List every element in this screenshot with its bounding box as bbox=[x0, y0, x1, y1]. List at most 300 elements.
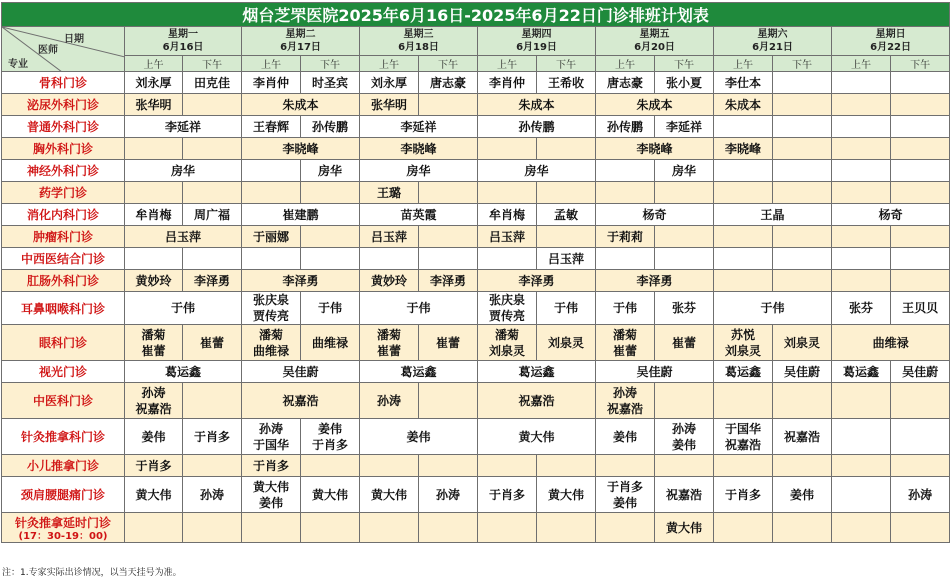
doctor-cell bbox=[773, 138, 832, 160]
morning-label: 上午 bbox=[832, 56, 891, 72]
department-name bbox=[2, 270, 125, 292]
doctor-cell bbox=[714, 383, 773, 419]
doctor-cell: 王贝贝 bbox=[891, 292, 950, 325]
doctor-cell bbox=[832, 138, 891, 160]
doctor-cell bbox=[832, 419, 891, 455]
corner-date-label: 日期 bbox=[64, 34, 84, 45]
doctor-cell: 刘泉灵 bbox=[537, 325, 596, 361]
doctor-cell: 于肖多 bbox=[714, 477, 773, 513]
weekday-label: 星期一 bbox=[168, 29, 198, 40]
department-name bbox=[2, 292, 125, 325]
doctor-cell bbox=[655, 383, 714, 419]
department-label: 耳鼻咽喉科门诊 bbox=[20, 301, 105, 316]
doctor-cell: 牟肖梅 bbox=[478, 204, 537, 226]
department-label: 肿瘤科门诊 bbox=[32, 230, 93, 244]
doctor-cell bbox=[773, 455, 832, 477]
doctor-cell bbox=[891, 138, 950, 160]
schedule-row bbox=[2, 138, 950, 160]
doctor-cell: 孙传鹏 bbox=[478, 116, 596, 138]
doctor-name: 于国华 bbox=[252, 437, 289, 452]
schedule-row bbox=[2, 513, 950, 543]
doctor-cell: 房华 bbox=[360, 160, 478, 182]
doctor-cell bbox=[183, 248, 242, 270]
doctor-cell bbox=[419, 513, 478, 543]
doctor-cell bbox=[360, 248, 419, 270]
doctor-cell bbox=[832, 513, 891, 543]
doctor-cell bbox=[832, 455, 891, 477]
doctor-cell bbox=[125, 138, 183, 160]
date-label: 6月17日 bbox=[280, 42, 321, 53]
doctor-cell: 张芬 bbox=[832, 292, 891, 325]
doctor-cell: 李晓峰 bbox=[360, 138, 478, 160]
doctor-cell bbox=[125, 182, 183, 204]
department-name bbox=[2, 116, 125, 138]
corner-doctor-label: 医师 bbox=[38, 45, 58, 56]
doctor-name: 贾传亮 bbox=[252, 309, 289, 323]
day-header bbox=[360, 27, 478, 56]
doctor-cell: 于肖多 bbox=[183, 419, 242, 455]
doctor-name: 姜伟 bbox=[671, 437, 696, 452]
doctor-cell bbox=[537, 513, 596, 543]
department-label: 骨科门诊 bbox=[38, 76, 87, 90]
schedule-row bbox=[2, 325, 950, 361]
doctor-cell bbox=[832, 116, 891, 138]
weekday-label: 星期六 bbox=[757, 29, 788, 40]
doctor-cell: 葛运鑫 bbox=[360, 361, 478, 383]
doctor-cell bbox=[655, 248, 714, 270]
doctor-cell: 刘永厚 bbox=[360, 72, 419, 94]
doctor-cell bbox=[832, 477, 891, 513]
doctor-name: 姜伟 bbox=[258, 495, 283, 510]
morning-label: 上午 bbox=[360, 56, 419, 72]
doctor-cell: 曲维禄 bbox=[301, 325, 360, 361]
doctor-cell: 王璐 bbox=[360, 182, 419, 204]
schedule-row bbox=[2, 94, 950, 116]
doctor-cell: 黄大伟 bbox=[478, 419, 596, 455]
doctor-cell bbox=[773, 94, 832, 116]
doctor-cell bbox=[242, 325, 301, 361]
doctor-cell: 黄妙玲 bbox=[360, 270, 419, 292]
doctor-cell: 李延祥 bbox=[655, 116, 714, 138]
doctor-cell bbox=[891, 513, 950, 543]
department-label: 颈肩腰腿痛门诊 bbox=[20, 488, 105, 502]
doctor-cell: 房华 bbox=[301, 160, 360, 182]
doctor-cell: 葛运鑫 bbox=[125, 361, 242, 383]
department-hours: (17：30-19：00) bbox=[18, 530, 108, 542]
schedule-table bbox=[1, 2, 950, 543]
doctor-cell: 吕玉萍 bbox=[360, 226, 419, 248]
doctor-cell bbox=[773, 383, 832, 419]
doctor-cell: 孙涛 bbox=[891, 477, 950, 513]
weekday-label: 星期四 bbox=[521, 29, 552, 40]
doctor-cell bbox=[301, 248, 360, 270]
doctor-cell: 黄妙玲 bbox=[125, 270, 183, 292]
doctor-name: 潘菊 bbox=[376, 327, 401, 342]
doctor-cell bbox=[891, 226, 950, 248]
doctor-cell bbox=[773, 116, 832, 138]
doctor-cell: 祝嘉浩 bbox=[655, 477, 714, 513]
doctor-cell: 于肖多 bbox=[242, 455, 301, 477]
doctor-cell bbox=[183, 94, 242, 116]
doctor-cell bbox=[596, 248, 655, 270]
doctor-cell: 于肖多 bbox=[125, 455, 183, 477]
department-name bbox=[2, 361, 125, 383]
doctor-cell bbox=[832, 182, 891, 204]
department-name bbox=[2, 513, 125, 543]
doctor-cell bbox=[183, 513, 242, 543]
doctor-cell: 朱成本 bbox=[242, 94, 360, 116]
doctor-cell bbox=[832, 72, 891, 94]
doctor-cell: 于伟 bbox=[714, 292, 832, 325]
doctor-cell: 李晓峰 bbox=[242, 138, 360, 160]
doctor-cell: 黄大伟 bbox=[301, 477, 360, 513]
afternoon-label: 下午 bbox=[183, 56, 242, 72]
doctor-cell bbox=[301, 182, 360, 204]
doctor-cell bbox=[773, 270, 832, 292]
weekday-label: 星期三 bbox=[403, 29, 434, 40]
department-label: 中医科门诊 bbox=[32, 394, 93, 408]
doctor-cell bbox=[125, 513, 183, 543]
doctor-cell bbox=[360, 455, 419, 477]
doctor-cell bbox=[242, 248, 301, 270]
afternoon-label: 下午 bbox=[655, 56, 714, 72]
department-name bbox=[2, 138, 125, 160]
doctor-cell bbox=[360, 325, 419, 361]
doctor-cell bbox=[183, 182, 242, 204]
doctor-cell: 吴佳蔚 bbox=[891, 361, 950, 383]
schedule-row bbox=[2, 477, 950, 513]
doctor-cell: 李延祥 bbox=[360, 116, 478, 138]
doctor-cell: 崔蕾 bbox=[183, 325, 242, 361]
doctor-cell bbox=[301, 455, 360, 477]
doctor-cell bbox=[596, 325, 655, 361]
doctor-cell bbox=[301, 513, 360, 543]
doctor-cell bbox=[891, 383, 950, 419]
doctor-name: 祝嘉浩 bbox=[135, 401, 172, 416]
doctor-name: 贾传亮 bbox=[488, 309, 525, 323]
doctor-name: 潘菊 bbox=[141, 327, 166, 342]
doctor-cell bbox=[242, 182, 301, 204]
doctor-cell bbox=[242, 477, 301, 513]
day-header bbox=[242, 27, 360, 56]
day-header bbox=[832, 27, 950, 56]
schedule-row bbox=[2, 248, 950, 270]
doctor-name: 于肖多 bbox=[606, 479, 643, 494]
doctor-cell bbox=[714, 116, 773, 138]
doctor-cell: 曲维禄 bbox=[832, 325, 950, 361]
date-label: 6月22日 bbox=[870, 42, 912, 53]
doctor-cell bbox=[419, 182, 478, 204]
doctor-cell bbox=[183, 455, 242, 477]
doctor-cell bbox=[655, 226, 714, 248]
doctor-cell bbox=[891, 160, 950, 182]
doctor-cell bbox=[242, 160, 301, 182]
doctor-cell: 李泽勇 bbox=[183, 270, 242, 292]
date-label: 6月19日 bbox=[516, 42, 557, 53]
department-name bbox=[2, 248, 125, 270]
doctor-cell: 李泽勇 bbox=[596, 270, 714, 292]
department-label: 视光门诊 bbox=[38, 365, 87, 379]
doctor-name: 崔蕾 bbox=[376, 343, 401, 358]
afternoon-label: 下午 bbox=[537, 56, 596, 72]
doctor-cell bbox=[242, 419, 301, 455]
corner-specialty-label: 专业 bbox=[8, 59, 28, 70]
doctor-cell bbox=[891, 72, 950, 94]
doctor-cell bbox=[183, 138, 242, 160]
doctor-cell bbox=[183, 383, 242, 419]
doctor-cell bbox=[478, 292, 537, 325]
department-label: 普通外科门诊 bbox=[26, 120, 99, 134]
doctor-cell: 吴佳蔚 bbox=[773, 361, 832, 383]
doctor-cell bbox=[773, 248, 832, 270]
doctor-cell bbox=[419, 248, 478, 270]
department-label: 针灸推拿科门诊 bbox=[20, 430, 105, 444]
doctor-cell: 孙涛 bbox=[360, 383, 419, 419]
department-name bbox=[2, 160, 125, 182]
doctor-cell: 杨奇 bbox=[832, 204, 950, 226]
department-label: 肛肠外科门诊 bbox=[26, 274, 99, 288]
department-name bbox=[2, 226, 125, 248]
doctor-cell: 孟敏 bbox=[537, 204, 596, 226]
doctor-name: 于国华 bbox=[724, 421, 761, 436]
doctor-cell bbox=[596, 160, 655, 182]
morning-label: 上午 bbox=[242, 56, 301, 72]
doctor-name: 苏悦 bbox=[730, 327, 755, 342]
doctor-cell bbox=[714, 419, 773, 455]
doctor-name: 孙涛 bbox=[612, 385, 637, 400]
doctor-cell: 牟肖梅 bbox=[125, 204, 183, 226]
doctor-cell bbox=[242, 513, 301, 543]
schedule-row bbox=[2, 226, 950, 248]
department-label: 眼科门诊 bbox=[38, 336, 87, 350]
department-name bbox=[2, 182, 125, 204]
doctor-cell: 孙传鹏 bbox=[301, 116, 360, 138]
doctor-cell: 朱成本 bbox=[596, 94, 714, 116]
doctor-cell: 崔蕾 bbox=[655, 325, 714, 361]
schedule-row bbox=[2, 160, 950, 182]
doctor-name: 张庆泉 bbox=[252, 293, 289, 307]
department-name bbox=[2, 204, 125, 226]
schedule-row bbox=[2, 383, 950, 419]
schedule-row bbox=[2, 116, 950, 138]
doctor-cell: 于伟 bbox=[537, 292, 596, 325]
doctor-cell bbox=[478, 182, 537, 204]
doctor-cell: 唐志豪 bbox=[596, 72, 655, 94]
doctor-cell: 李晓峰 bbox=[596, 138, 714, 160]
department-label: 神经外科门诊 bbox=[26, 164, 99, 178]
doctor-name: 祝嘉浩 bbox=[606, 401, 643, 416]
weekday-label: 星期五 bbox=[639, 29, 670, 40]
afternoon-label: 下午 bbox=[891, 56, 950, 72]
doctor-cell bbox=[596, 383, 655, 419]
doctor-name: 于肖多 bbox=[311, 437, 348, 452]
doctor-cell: 姜伟 bbox=[125, 419, 183, 455]
schedule-row bbox=[2, 361, 950, 383]
doctor-cell: 李仕本 bbox=[714, 72, 773, 94]
doctor-name: 刘泉灵 bbox=[488, 343, 525, 358]
date-label: 6月21日 bbox=[752, 42, 793, 53]
doctor-cell bbox=[832, 226, 891, 248]
doctor-name: 曲维禄 bbox=[252, 343, 289, 358]
doctor-cell bbox=[596, 477, 655, 513]
department-name bbox=[2, 72, 125, 94]
doctor-cell: 于伟 bbox=[301, 292, 360, 325]
doctor-cell bbox=[478, 513, 537, 543]
doctor-cell bbox=[301, 226, 360, 248]
doctor-cell bbox=[125, 248, 183, 270]
doctor-cell: 于肖多 bbox=[478, 477, 537, 513]
doctor-cell: 唐志豪 bbox=[419, 72, 478, 94]
doctor-cell bbox=[832, 94, 891, 116]
doctor-cell: 张华明 bbox=[360, 94, 419, 116]
doctor-cell: 孙涛 bbox=[183, 477, 242, 513]
doctor-cell bbox=[714, 270, 773, 292]
doctor-cell bbox=[832, 383, 891, 419]
doctor-cell: 房华 bbox=[478, 160, 596, 182]
doctor-cell: 王春辉 bbox=[242, 116, 301, 138]
doctor-name: 孙涛 bbox=[141, 385, 166, 400]
doctor-cell bbox=[419, 226, 478, 248]
doctor-cell: 姜伟 bbox=[773, 477, 832, 513]
doctor-cell: 黄大伟 bbox=[360, 477, 419, 513]
schedule-row bbox=[2, 182, 950, 204]
doctor-cell bbox=[125, 325, 183, 361]
doctor-cell: 吕玉萍 bbox=[125, 226, 242, 248]
doctor-cell bbox=[714, 182, 773, 204]
doctor-cell bbox=[537, 138, 596, 160]
doctor-cell: 时圣宾 bbox=[301, 72, 360, 94]
afternoon-label: 下午 bbox=[301, 56, 360, 72]
morning-label: 上午 bbox=[596, 56, 655, 72]
schedule-row bbox=[2, 419, 950, 455]
doctor-cell bbox=[537, 226, 596, 248]
doctor-cell: 祝嘉浩 bbox=[478, 383, 596, 419]
doctor-cell: 张华明 bbox=[125, 94, 183, 116]
doctor-cell: 祝嘉浩 bbox=[242, 383, 360, 419]
doctor-name: 张庆泉 bbox=[488, 293, 525, 307]
doctor-name: 黄大伟 bbox=[252, 479, 289, 494]
doctor-cell: 刘永厚 bbox=[125, 72, 183, 94]
doctor-cell: 张小夏 bbox=[655, 72, 714, 94]
doctor-cell: 崔蕾 bbox=[419, 325, 478, 361]
doctor-cell bbox=[773, 182, 832, 204]
day-header bbox=[125, 27, 242, 56]
doctor-name: 潘菊 bbox=[258, 327, 283, 342]
doctor-name: 孙涛 bbox=[671, 421, 696, 436]
day-header bbox=[596, 27, 714, 56]
doctor-cell: 房华 bbox=[125, 160, 242, 182]
doctor-cell bbox=[537, 182, 596, 204]
doctor-cell: 王希收 bbox=[537, 72, 596, 94]
doctor-name: 刘泉灵 bbox=[724, 343, 761, 358]
doctor-cell bbox=[655, 182, 714, 204]
doctor-cell bbox=[714, 455, 773, 477]
department-label: 针灸推拿延时门诊 bbox=[14, 515, 111, 530]
doctor-cell: 李晓峰 bbox=[714, 138, 773, 160]
doctor-cell bbox=[478, 455, 537, 477]
doctor-cell: 葛运鑫 bbox=[714, 361, 773, 383]
doctor-cell: 李泽勇 bbox=[419, 270, 478, 292]
doctor-cell: 黄大伟 bbox=[655, 513, 714, 543]
department-name bbox=[2, 325, 125, 361]
doctor-cell: 葛运鑫 bbox=[478, 361, 596, 383]
day-header bbox=[478, 27, 596, 56]
doctor-cell: 刘泉灵 bbox=[773, 325, 832, 361]
doctor-cell bbox=[832, 270, 891, 292]
doctor-name: 潘菊 bbox=[494, 327, 519, 342]
date-label: 6月16日 bbox=[162, 42, 204, 53]
department-name bbox=[2, 419, 125, 455]
doctor-name: 姜伟 bbox=[612, 495, 637, 510]
department-label: 泌尿外科门诊 bbox=[26, 98, 99, 112]
doctor-cell: 葛运鑫 bbox=[832, 361, 891, 383]
doctor-cell bbox=[596, 182, 655, 204]
afternoon-label: 下午 bbox=[773, 56, 832, 72]
doctor-cell bbox=[714, 248, 773, 270]
doctor-cell: 黄大伟 bbox=[125, 477, 183, 513]
department-label: 胸外科门诊 bbox=[32, 142, 93, 156]
doctor-cell: 崔建鹏 bbox=[242, 204, 360, 226]
doctor-cell bbox=[832, 248, 891, 270]
doctor-cell bbox=[419, 383, 478, 419]
doctor-cell: 吴佳蔚 bbox=[596, 361, 714, 383]
weekday-label: 星期日 bbox=[875, 29, 906, 40]
doctor-cell bbox=[773, 513, 832, 543]
doctor-cell: 李泽勇 bbox=[242, 270, 360, 292]
doctor-cell: 朱成本 bbox=[478, 94, 596, 116]
department-label: 中西医结合门诊 bbox=[20, 252, 105, 266]
doctor-cell: 吴佳蔚 bbox=[242, 361, 360, 383]
doctor-cell bbox=[714, 513, 773, 543]
doctor-cell bbox=[360, 513, 419, 543]
doctor-cell bbox=[419, 94, 478, 116]
day-header bbox=[714, 27, 832, 56]
doctor-cell: 祝嘉浩 bbox=[773, 419, 832, 455]
doctor-cell bbox=[891, 270, 950, 292]
doctor-cell bbox=[832, 160, 891, 182]
schedule-row bbox=[2, 72, 950, 94]
doctor-cell: 李肖仲 bbox=[242, 72, 301, 94]
weekday-label: 星期二 bbox=[285, 29, 316, 40]
date-label: 6月18日 bbox=[398, 42, 439, 53]
doctor-cell: 于伟 bbox=[125, 292, 242, 325]
doctor-cell bbox=[773, 72, 832, 94]
department-name bbox=[2, 94, 125, 116]
doctor-cell bbox=[891, 116, 950, 138]
doctor-cell bbox=[773, 226, 832, 248]
doctor-cell: 朱成本 bbox=[714, 94, 773, 116]
doctor-cell bbox=[773, 160, 832, 182]
doctor-cell: 孙传鹏 bbox=[596, 116, 655, 138]
doctor-cell bbox=[596, 455, 655, 477]
doctor-cell: 田克佳 bbox=[183, 72, 242, 94]
schedule-row bbox=[2, 270, 950, 292]
doctor-cell bbox=[891, 182, 950, 204]
doctor-cell bbox=[596, 513, 655, 543]
department-name bbox=[2, 455, 125, 477]
doctor-cell bbox=[714, 160, 773, 182]
doctor-cell bbox=[891, 455, 950, 477]
doctor-cell: 于莉莉 bbox=[596, 226, 655, 248]
doctor-cell bbox=[478, 248, 537, 270]
doctor-cell bbox=[655, 419, 714, 455]
morning-label: 上午 bbox=[478, 56, 537, 72]
doctor-cell: 周广福 bbox=[183, 204, 242, 226]
department-label: 药学门诊 bbox=[38, 186, 87, 200]
schedule-row bbox=[2, 204, 950, 226]
schedule-row bbox=[2, 292, 950, 325]
department-name bbox=[2, 477, 125, 513]
